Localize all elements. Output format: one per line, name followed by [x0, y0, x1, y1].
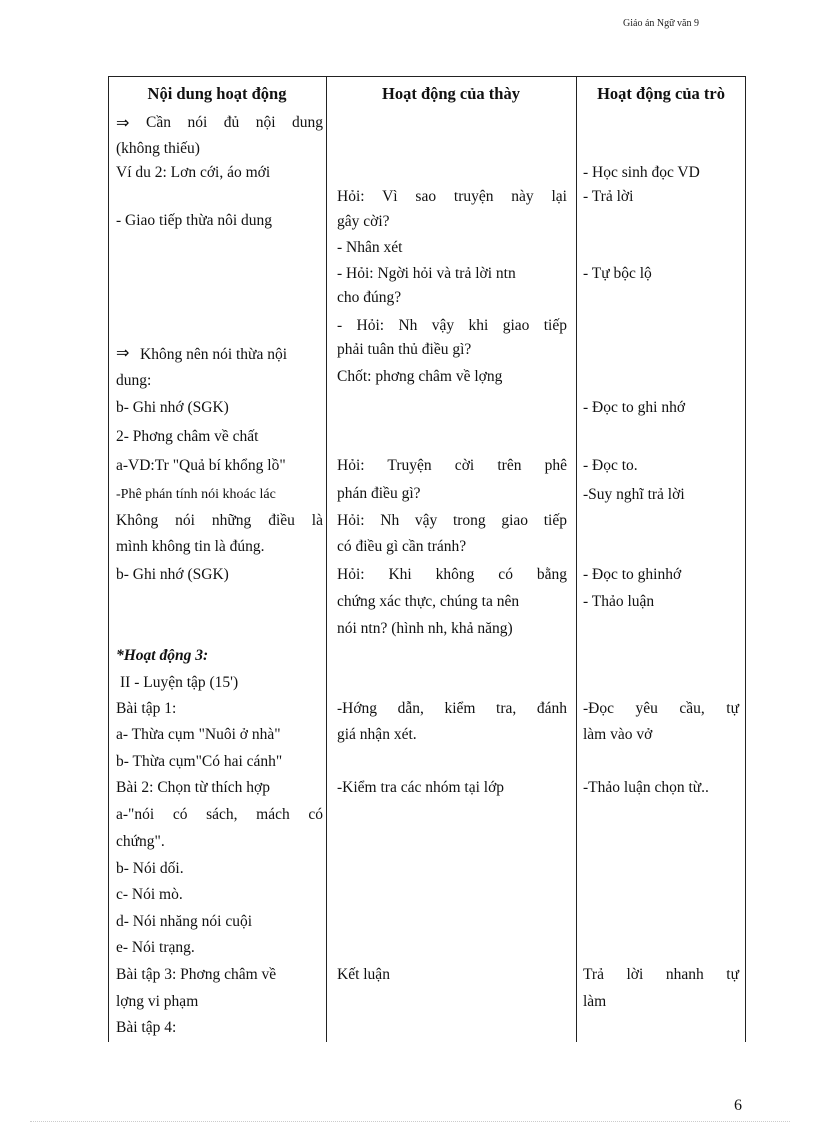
- column-divider: [576, 77, 577, 1042]
- student-line: Trả lời nhanh tự: [583, 966, 739, 983]
- student-line: -Thảo luận chọn từ..: [583, 779, 709, 796]
- content-line: d- Nói nhăng nói cuội: [116, 913, 253, 930]
- content-line: b- Ghi nhớ (SGK): [116, 566, 229, 583]
- content-line: Bài tập 4:: [116, 1019, 177, 1036]
- teacher-line: -Kiểm tra các nhóm tại lớp: [337, 779, 505, 796]
- footer-divider: [30, 1121, 790, 1122]
- student-line: -Suy nghĩ trả lời: [583, 486, 685, 503]
- column-divider: [326, 77, 327, 1042]
- teacher-line: phải tuân thủ điều gì?: [337, 341, 472, 358]
- content-line: b- Nói dối.: [116, 860, 184, 877]
- teacher-line: -Hớng dẫn, kiểm tra, đánh: [337, 700, 567, 717]
- arrow-icon: ⇒: [116, 113, 130, 132]
- student-line: - Thảo luận: [583, 593, 655, 610]
- student-line: - Tự bộc lộ: [583, 265, 652, 282]
- page-number: 6: [734, 1097, 742, 1114]
- col2-header: Hoạt động của thày: [382, 84, 520, 103]
- content-line: - Giao tiếp thừa nôi dung: [116, 212, 273, 229]
- col3-header: Hoạt động của trò: [597, 84, 725, 103]
- student-line: làm vào vở: [583, 726, 653, 743]
- content-line: e- Nói trạng.: [116, 939, 195, 956]
- teacher-line: Kết luận: [337, 966, 390, 983]
- content-line: Bài tập 3: Phơng châm về: [116, 966, 277, 983]
- teacher-line: gây cời?: [337, 213, 390, 230]
- content-line: Bài tập 1:: [116, 700, 177, 717]
- col1-header: Nội dung hoạt động: [147, 84, 287, 103]
- content-line: Không nên nói thừa nội: [140, 346, 288, 363]
- teacher-line: - Hỏi: Ngời hỏi và trả lời ntn: [337, 265, 516, 282]
- arrow-icon: ⇒: [116, 343, 130, 362]
- teacher-line: giá nhận xét.: [337, 726, 417, 743]
- section-heading: *Hoạt động 3:: [116, 647, 209, 664]
- teacher-line: Hỏi: Truyện cời trên phê: [337, 457, 567, 474]
- student-line: -Đọc yêu cầu, tự: [583, 700, 739, 717]
- student-line: - Học sinh đọc VD: [583, 164, 700, 181]
- student-line: - Đọc to ghi nhớ: [583, 399, 686, 416]
- teacher-line: nói ntn? (hình nh, khả năng): [337, 620, 513, 637]
- teacher-line: phán điều gì?: [337, 485, 421, 502]
- content-line: -Phê phán tính nói khoác lác: [116, 487, 276, 502]
- content-line: c- Nói mò.: [116, 886, 183, 903]
- content-line: b- Thừa cụm"Có hai cánh": [116, 753, 283, 770]
- content-line: a- Thừa cụm "Nuôi ở nhà": [116, 726, 281, 743]
- content-line: Không nói những điều là: [116, 512, 323, 529]
- content-line: II - Luyện tập (15'): [120, 674, 239, 691]
- teacher-line: - Nhân xét: [337, 239, 403, 256]
- content-line: Bài 2: Chọn từ thích hợp: [116, 779, 270, 796]
- teacher-line: có điều gì cần tránh?: [337, 538, 467, 555]
- content-line: lợng vi phạm: [116, 993, 199, 1010]
- teacher-line: Hỏi: Nh vậy trong giao tiếp: [337, 512, 567, 529]
- teacher-line: cho đúng?: [337, 289, 402, 306]
- content-line: Cần nói đủ nội dung: [146, 114, 323, 131]
- content-line: mình không tin là đúng.: [116, 538, 265, 555]
- teacher-line: Hỏi: Vì sao truyện này lại: [337, 188, 567, 205]
- content-line: a-"nói có sách, mách có: [116, 806, 323, 823]
- teacher-line: Hỏi: Khi không có bằng: [337, 566, 567, 583]
- content-line: (không thiếu): [116, 140, 200, 157]
- student-line: - Trả lời: [583, 188, 634, 205]
- teacher-line: - Hỏi: Nh vậy khi giao tiếp: [337, 317, 567, 334]
- student-line: làm: [583, 993, 607, 1010]
- content-line: dung:: [116, 372, 152, 389]
- content-line: 2- Phơng châm về chất: [116, 428, 259, 445]
- teacher-line: chứng xác thực, chúng ta nên: [337, 593, 520, 610]
- teacher-line: Chốt: phơng châm về lợng: [337, 368, 503, 385]
- content-line: b- Ghi nhớ (SGK): [116, 399, 229, 416]
- content-line: a-VD:Tr "Quả bí khổng lồ": [116, 457, 286, 474]
- content-line: Ví du 2: Lơn cới, áo mới: [116, 164, 271, 181]
- page-header: Giáo án Ngữ văn 9: [623, 18, 699, 29]
- student-line: - Đọc to ghinhớ: [583, 566, 682, 583]
- content-line: chứng".: [116, 833, 165, 850]
- student-line: - Đọc to.: [583, 457, 638, 474]
